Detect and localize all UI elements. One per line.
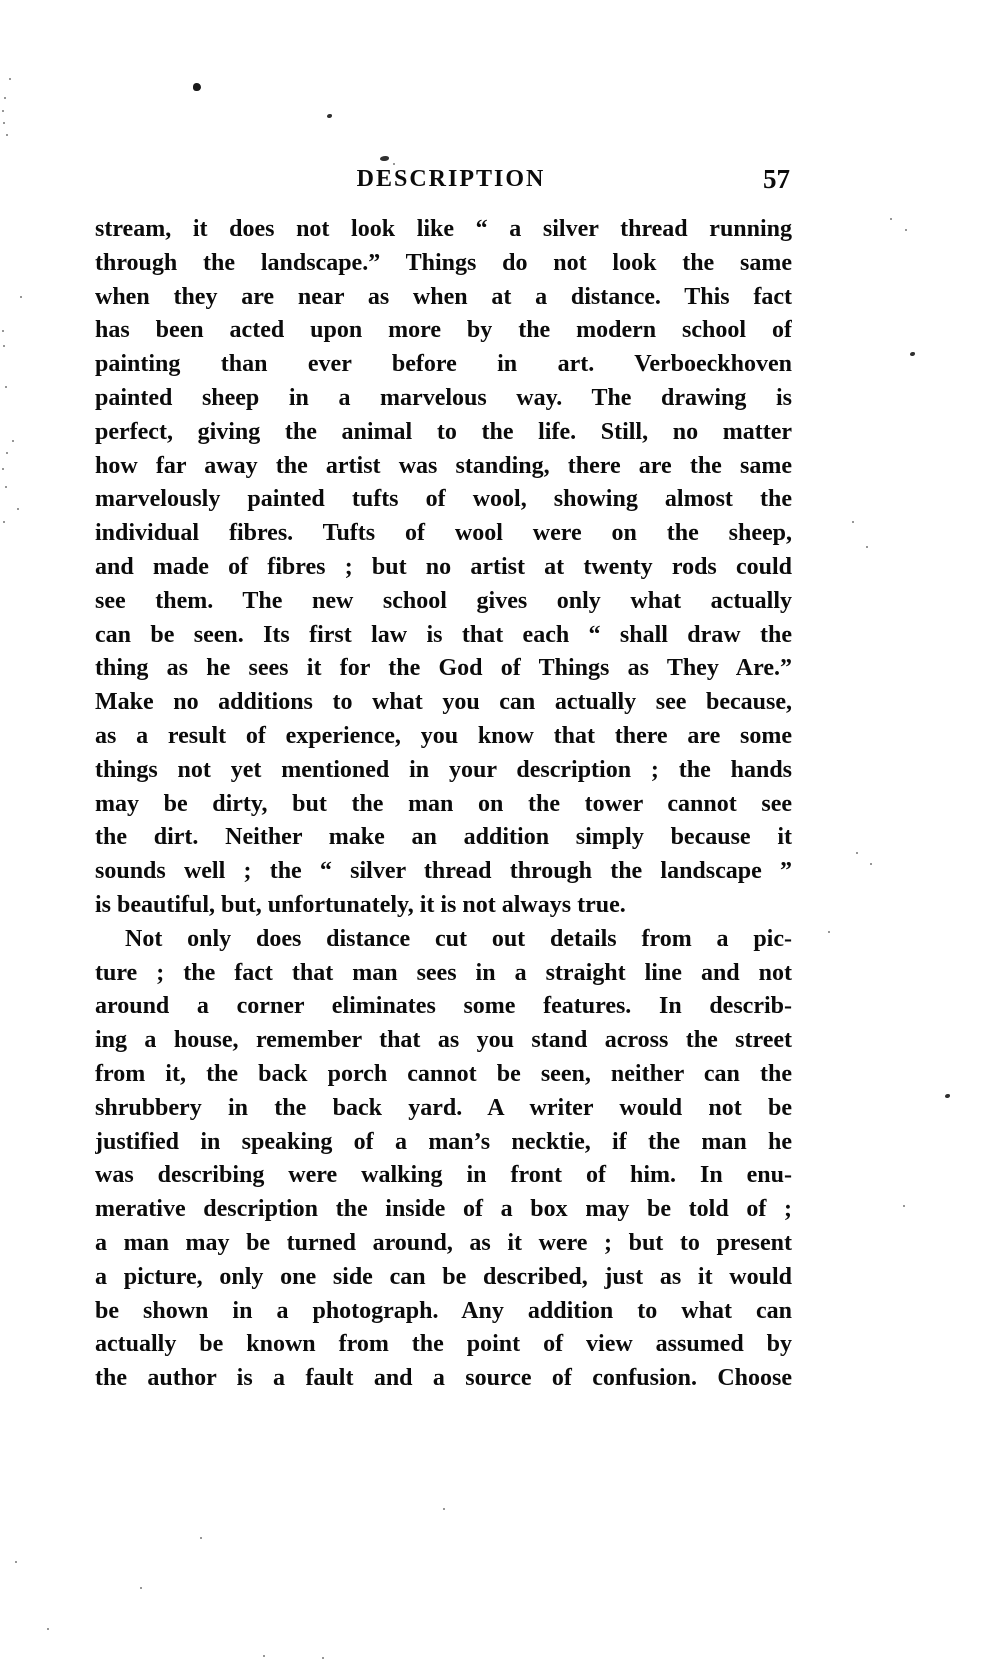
scan-speck <box>828 931 830 933</box>
text-line: see them. The new school gives only what actually <box>95 587 792 614</box>
scan-speck <box>3 521 5 523</box>
text-line: how far away the artist was standing, there are the same <box>95 452 792 479</box>
text-line: through the landscape.” Things do not look the same <box>95 249 792 276</box>
text-line: thing as he sees it for the God of Things as They Are.” <box>95 655 792 682</box>
scan-speck <box>5 486 7 488</box>
scan-speck <box>443 1508 445 1510</box>
scan-speck <box>47 1628 49 1630</box>
scan-speck <box>6 452 8 454</box>
scan-speck <box>866 546 868 548</box>
body-text <box>95 213 792 1396</box>
scan-speck <box>263 1655 265 1657</box>
scan-speck <box>6 134 8 136</box>
text-line: ture ; the fact that man sees in a straight line and not <box>95 959 792 986</box>
text-line: is beautiful, but, unfortunately, it is not always true. <box>95 891 626 918</box>
text-line: perfect, giving the animal to the life. Still, no matter <box>95 418 792 445</box>
text-line: a picture, only one side can be described, just as it would <box>95 1263 792 1290</box>
text-line: when they are near as when at a distance. This fact <box>95 283 792 310</box>
scan-speck <box>2 468 4 470</box>
text-line: painting than ever before in art. Verboeckhoven <box>95 351 792 378</box>
text-line: actually be known from the point of view assumed by <box>95 1331 792 1358</box>
scan-speck <box>870 863 872 865</box>
page-number: 57 <box>763 164 790 194</box>
text-line: individual fibres. Tufts of wool were on the sheep, <box>95 520 792 547</box>
scan-speck <box>140 1587 142 1589</box>
text-line: around a corner eliminates some features. In describ- <box>95 993 792 1020</box>
text-line: may be dirty, but the man on the tower cannot see <box>95 790 792 817</box>
scan-speck <box>5 386 7 388</box>
text-line: marvelously painted tufts of wool, showing almost the <box>95 486 792 513</box>
text-line: as a result of experience, you know that there are some <box>95 722 792 749</box>
text-line: the author is a fault and a source of confusion. Choose <box>95 1365 792 1392</box>
text-line: the dirt. Neither make an addition simply because it <box>95 824 792 851</box>
text-line: painted sheep in a marvelous way. The drawing is <box>95 384 792 411</box>
scan-speck <box>322 1657 324 1659</box>
text-line: a man may be turned around, as it were ; but to present <box>95 1229 792 1256</box>
scan-speck <box>15 1561 17 1563</box>
text-line: sounds well ; the “ silver thread through the landscape ” <box>95 858 792 885</box>
page-title: DESCRIPTION <box>356 166 546 192</box>
scan-speck <box>380 156 389 161</box>
text-line: can be seen. Its first law is that each “ shall draw the <box>95 621 792 648</box>
scan-speck <box>3 122 5 124</box>
text-line: be shown in a photograph. Any addition to what can <box>95 1297 792 1324</box>
scan-speck <box>910 352 915 356</box>
scan-speck <box>9 78 11 80</box>
scan-speck <box>852 521 854 523</box>
scan-speck <box>945 1094 950 1098</box>
text-line: Not only does distance cut out details from a pic- <box>125 925 792 952</box>
scan-speck <box>903 1205 905 1207</box>
scan-speck <box>17 508 19 510</box>
text-line: has been acted upon more by the modern school of <box>95 317 792 344</box>
scan-speck <box>200 1537 202 1539</box>
text-line: justified in speaking of a man’s necktie, if the man he <box>95 1128 792 1155</box>
scan-speck <box>193 83 201 91</box>
text-line: was describing were walking in front of him. In enu- <box>95 1162 792 1189</box>
scan-speck <box>12 440 14 442</box>
text-line: shrubbery in the back yard. A writer would not be <box>95 1094 792 1121</box>
scan-speck <box>905 229 907 231</box>
text-line: Make no additions to what you can actually see because, <box>95 689 792 716</box>
text-line: stream, it does not look like “ a silver thread running <box>95 216 792 242</box>
running-head <box>95 166 792 200</box>
text-line: merative description the inside of a box may be told of ; <box>95 1196 792 1223</box>
scan-speck <box>20 296 22 298</box>
scan-speck <box>2 330 4 332</box>
text-line: ing a house, remember that as you stand across the street <box>95 1027 792 1054</box>
scan-speck <box>2 110 4 112</box>
text-line: from it, the back porch cannot be seen, neither can the <box>95 1060 792 1087</box>
text-line: and made of fibres ; but no artist at twenty rods could <box>95 553 792 580</box>
scan-speck <box>393 163 395 165</box>
scan-speck <box>856 852 858 854</box>
scan-speck <box>3 345 5 347</box>
scan-speck <box>4 97 6 99</box>
scan-speck <box>327 114 332 118</box>
text-line: things not yet mentioned in your description ; the hands <box>95 756 792 783</box>
scan-speck <box>890 218 892 220</box>
